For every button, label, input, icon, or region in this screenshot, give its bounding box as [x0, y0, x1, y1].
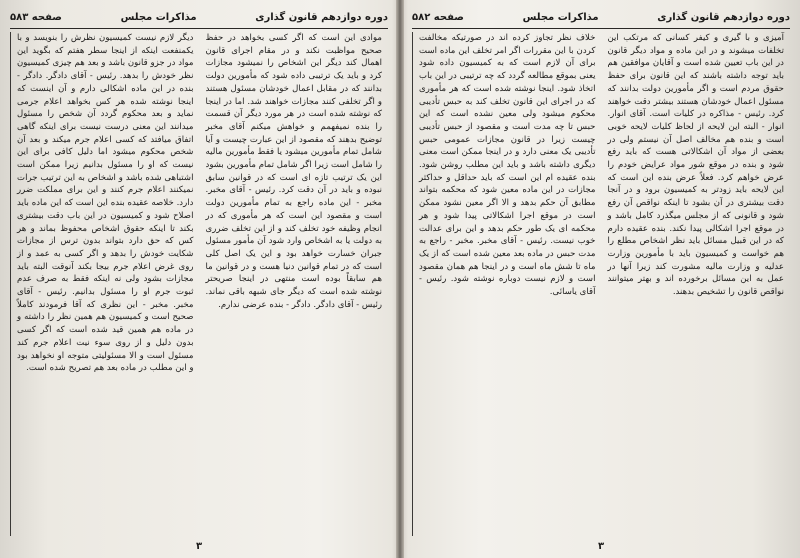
- left-outer-column-text: دیگر لازم نیست کمیسیون نظرش را بنویسد و با یکمنفعت اینکه از اینجا سطر هفتم که بگوید این مواد در جزو قانون باشد و بعد هم چیزی کمیسیون نظر خودش را بدهد. رئیس - آقای دادگر. دادگر - بنده در این ماده اشکالی دارم و آن اینست که اینجا نوشته شده هر کس بخواهد اعلام جرمی نماید و بعد محکوم گردد آن شخص را مسئول میدانند این معنی درست نیست برای اینکه گاهی اتفاق میافتد که کسی اعلام جرم میکند و بعد آن شخص محکوم میشود اما دلیل کافی برای این نیست که او را مسئول بدانیم زیرا ممکن است اشتباهی شده باشد و اشخاص به این ترتیب جرات نمیکنند اعلام جرم کنند و این برای مملکت ضرر دارد. خلاصه عقیده بنده این است که این ماده باید اصلاح شود و کمیسیون در این باب دقت بیشتری بکند تا اینکه حقوق اشخاص محفوظ بماند و هر کس که حق دارد بتواند بدون ترس از مجازات شکایت خودش را بدهد و اگر کسی به عمد و از روی غرض اعلام جرم بیجا بکند آنوقت البته باید مجازات بشود ولی نه اینکه فقط به صرف عدم ثبوت جرم او را مسئول بدانیم. رئیس - آقای مخبر. مخبر - این نظری که آقا فرمودند کاملاً صحیح است و کمیسیون هم همین نظر را داشته و در ماده هم همین قید شده است که اگر کسی بدون دلیل و از روی سوء نیت اعلام جرم کند مسئول است و الا مسئولیتی متوجه او نخواهد بود و این مطلب در ماده بعد هم تصریح شده است.: [17, 33, 194, 374]
- right-page-footer: ۳: [597, 541, 605, 552]
- left-header-title: مذاکرات مجلس: [120, 11, 197, 23]
- right-page-outer-column: [602, 32, 791, 536]
- left-page-outer-column: [10, 32, 200, 536]
- right-inner-column-text: خلاف نظر تجاوز کرده اند در صورتیکه مخالفت کردن با این مقررات اگر امر تخلف این ماده است برای آن لازم است که به کمیسیون داده شود یعنی بموقع مطالعه گردد که چه ترتیبی در این باب اتخاذ شود. اینجا نوشته شده است که هر مأموری که در اجرای این قانون تخلف کند به حبس تأدیبی محکوم میشود ولی معین نشده است که این حبس تا چه مدت است و مقصود از حبس تأدیبی چیست زیرا در قانون مجازات عمومی حبس تأدیبی یک معنی دارد و در اینجا ممکن است معنی دیگری داشته باشد و باید این مطلب روشن شود. بنده عقیده ام این است که باید حداقل و حداکثر مجازات در این ماده معین شود که محکمه بتواند مطابق آن حکم بدهد و الا اگر معین نشود ممکن است در موقع اجرا اشکالاتی پیدا شود و هر محکمه ای یک طور حکم بدهد و این برای عدالت خوب نیست. رئیس - آقای مخبر. مخبر - راجع به مدت حبس در ماده بعد معین شده است که از یک ماه تا شش ماه است و در اینجا هم همان مقصود است و لازم نیست دوباره نوشته شود. رئیس - آقای یاسائی.: [419, 33, 596, 298]
- left-page-columns: [10, 32, 388, 536]
- right-page-inner-column: [412, 32, 602, 536]
- left-header-term: دوره دوازدهم قانون گذاری: [255, 11, 388, 23]
- left-page-inner-column: [200, 32, 389, 536]
- right-header-title: مذاکرات مجلس: [522, 11, 599, 23]
- left-header-page-number: صفحه ۵۸۳: [10, 11, 62, 23]
- right-page: [402, 0, 800, 558]
- right-header-term: دوره دوازدهم قانون گذاری: [657, 11, 790, 23]
- left-page-header: [10, 8, 388, 29]
- right-page-columns: [412, 32, 790, 536]
- right-page-header: [412, 8, 790, 29]
- left-page: [0, 0, 398, 558]
- left-inner-column-text: موادی این است که اگر کسی بخواهد در حفظ صحیح مواظبت نکند و در مقام اجرای قانون اهمال کند دیگر این اشخاص را نمیشود مجازات کرد و باید یک ترتیبی داده شود که مأمورین دولت بدانند که در مقابل اعمال خودشان مسئول هستند و اگر تخلفی کنند مجازات خواهند شد. اما در اینجا که نوشته شده است در هر مورد دیگر آن قسمت را بنده نمیفهمم و خواهش میکنم آقای مخبر توضیح بدهند که مقصود از این عبارت چیست و آیا شامل تمام مأمورین میشود یا فقط مأمورین مالیه را شامل است زیرا اگر شامل تمام مأمورین بشود این یک ترتیب تازه ای است که در قوانین سابق نبوده و باید در آن دقت کرد. رئیس - آقای مخبر. مخبر - این ماده راجع به تمام مأمورین دولت است و مقصود این است که هر مأموری که در انجام وظیفه خود تخلف کند و از این تخلف ضرری به دولت یا به اشخاص وارد شود آن مأمور مسئول جبران خسارت خواهد بود و این یک اصل کلی است که در تمام قوانین دنیا هست و در قوانین ما هم سابقاً بوده است منتهی در اینجا صریحتر نوشته شده است که دیگر جای شبهه باقی نماند. رئیس - آقای دادگر. دادگر - بنده عرضی ندارم.: [205, 33, 382, 310]
- right-header-page-number: صفحه ۵۸۲: [412, 11, 464, 23]
- right-outer-column-text: آمیزی و با گیری و کیفر کسانی که مرتکب این تخلفات میشوند و در این ماده و مواد دیگر قانون در این باب تعیین شده است و آقایان موافقین هم باید توجه داشته باشند که این قانون برای حفظ حقوق مردم است و اگر مأمورین دولت بدانند که مسئول اعمال خودشان هستند بیشتر دقت خواهند کرد. رئیس - مذاکره در کلیات است. آقای انوار. انوار - البته این لایحه از لحاظ کلیات لایحه خوبی است و بنده هم مخالف اصل آن نیستم ولی در بعضی از مواد آن اشکالاتی هست که باید رفع شود و بنده در موقع شور مواد عرایض خودم را عرض خواهم کرد. فعلاً عرض بنده این است که این لایحه باید زودتر به کمیسیون برود و در آنجا دقت بیشتری در آن بشود تا اینکه نواقص آن رفع شود و قانونی که از مجلس میگذرد کامل باشد و در موقع اجرا اشکالی پیدا نکند. بنده عقیده دارم که در این قبیل مسائل باید نظر اشخاص مطلع را هم خواست و کمیسیون باید با مأمورین وزارت عدلیه و وزارت مالیه مشورت کند زیرا آنها در عمل به این مسائل برخورده اند و بهتر میتوانند نواقص قانون را تشخیص بدهند.: [607, 33, 784, 298]
- left-page-footer: ۳: [195, 541, 203, 552]
